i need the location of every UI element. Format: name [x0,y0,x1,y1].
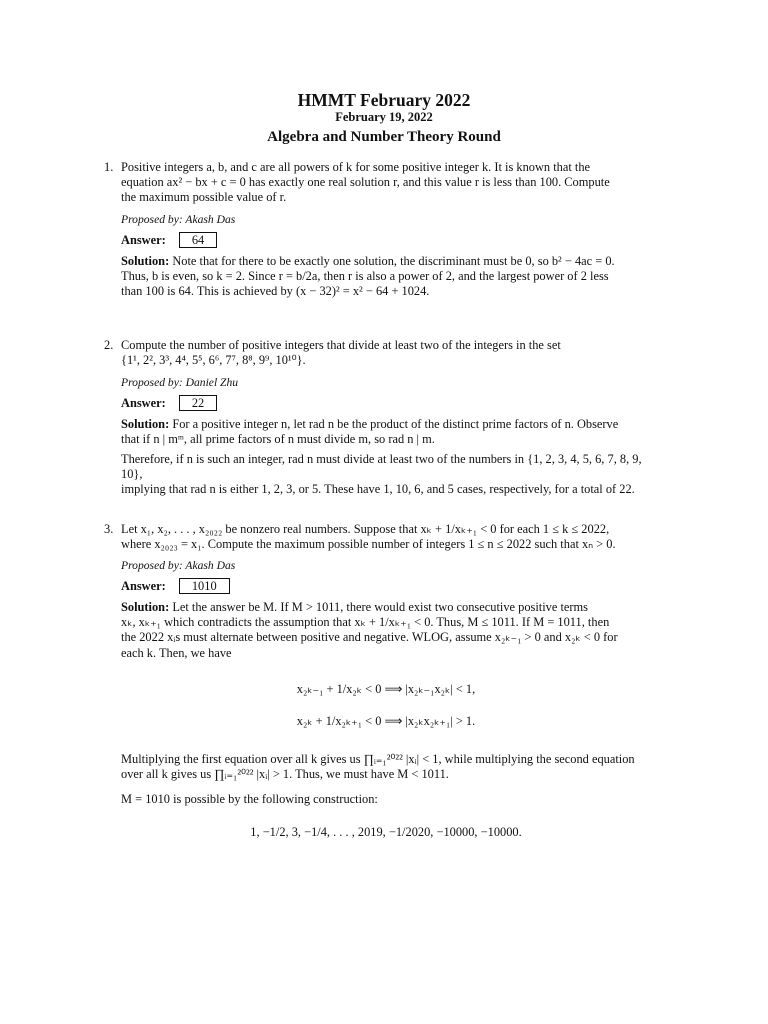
answer-line [121,232,651,248]
problem-statement-line: where x₂₀₂₃ = x₁. Compute the maximum possible number of integers 1 ≤ n ≤ 2022 such that xₙ > 0. [121,537,616,552]
problem-statement-line: Let x₁, x₂, . . . , x₂₀₂₂ be nonzero real numbers. Suppose that xₖ + 1/xₖ₊₁ < 0 for each 1 ≤ k ≤ 2022, [121,522,610,536]
solution [121,600,651,661]
solution-line: than 100 is 64. This is achieved by (x − 32)² = x² − 64 + 1024. [121,284,430,299]
problem-statement-line: equation ax² − bx + c = 0 has exactly one real solution r, and this value r is less than 100. Compute [121,175,610,190]
solution-line: xₖ, xₖ₊₁ which contradicts the assumption that xₖ + 1/xₖ₊₁ < 0. Thus, M ≤ 1011. If M = 1011, then [121,615,610,630]
problem-statement-line: Compute the number of positive integers that divide at least two of the integers in the set [121,338,561,352]
problem-statement-line: Positive integers a, b, and c are all powers of k for some positive integer k. It is known that the [121,160,591,174]
display-equation: x₂ₖ₋₁ + 1/x₂ₖ < 0 ⟹ |x₂ₖ₋₁x₂ₖ| < 1, [296,682,476,696]
problem-number: 3. [104,522,114,536]
solution-line: Multiplying the first equation over all k gives us ∏ᵢ₌₁²⁰²² |xᵢ| < 1, while multiplying the second equation [121,752,635,766]
answer-line [121,395,651,411]
solution [121,254,651,300]
problem-statement-line: {1¹, 2², 3³, 4⁴, 5⁵, 6⁶, 7⁷, 8⁸, 9⁹, 10¹⁰}. [121,353,306,368]
problem-statement-line: the maximum possible value of r. [121,190,287,205]
solution-line: the 2022 xᵢs must alternate between positive and negative. WLOG, assume x₂ₖ₋₁ > 0 and x₂ₖ < 0 for [121,630,618,645]
solution-line: each k. Then, we have [121,645,232,660]
answer-label: Answer: [121,396,166,410]
solution [121,417,651,447]
solution-line: over all k gives us ∏ᵢ₌₁²⁰²² |xᵢ| > 1. Thus, we must have M < 1011. [121,767,449,782]
solution-label: Solution: [121,254,170,268]
solution-line: Note that for there to be exactly one solution, the discriminant must be 0, so b² − 4ac = 0. [172,254,615,268]
solution-label: Solution: [121,600,170,614]
proposed-by: Proposed by: Akash Das [121,559,236,572]
problem-3 [104,522,651,552]
solution-paragraph [121,452,651,498]
solution-line: Thus, b is even, so k = 2. Since r = b/2a, then r is also a power of 2, and the largest power of 2 less [121,269,609,284]
solution-line: implying that rad n is either 1, 2, 3, or 5. These have 1, 10, 6, and 5 cases, respectively, for a total of 22. [121,482,635,497]
page-date: February 19, 2022 [335,110,433,124]
solution-line: For a positive integer n, let rad n be the product of the distinct prime factors of n. Observe [172,417,619,431]
proposed-by: Proposed by: Daniel Zhu [121,376,239,389]
answer-box: 64 [179,232,217,248]
answer-line [121,578,651,594]
solution-line: that if n | mᵐ, all prime factors of n must divide m, so rad n | m. [121,432,435,447]
problem-number: 1. [104,160,114,174]
page-title: HMMT February 2022 [297,90,471,110]
answer-box: 22 [179,395,217,411]
solution-label: Solution: [121,417,170,431]
solution-line: Therefore, if n is such an integer, rad n must divide at least two of the numbers in {1, 2, 3, 4, 5, 6, 7, 8, 9, 10}, [121,452,642,482]
problem-number: 2. [104,338,114,352]
problem-1 [104,160,651,206]
solution-line: M = 1010 is possible by the following construction: [121,792,378,806]
answer-label: Answer: [121,579,166,593]
solution-line: Let the answer be M. If M > 1011, there would exist two consecutive positive terms [172,600,588,614]
solution-paragraph [121,752,651,782]
display-equation: 1, −1/2, 3, −1/4, . . . , 2019, −1/2020, −10000, −10000. [250,825,522,839]
problem-2 [104,338,651,368]
display-equation: x₂ₖ + 1/x₂ₖ₊₁ < 0 ⟹ |x₂ₖx₂ₖ₊₁| > 1. [296,714,476,728]
proposed-by: Proposed by: Akash Das [121,213,236,226]
answer-label: Answer: [121,233,166,247]
answer-box: 1010 [179,578,230,594]
round-title: Algebra and Number Theory Round [267,129,501,145]
